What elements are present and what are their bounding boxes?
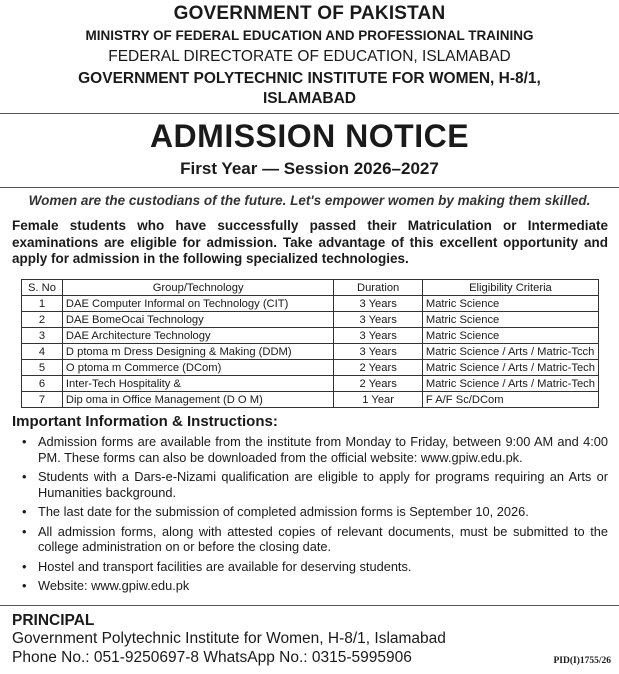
column-header-group: Group/Technology xyxy=(62,280,333,296)
bullet-icon: • xyxy=(22,469,27,484)
list-item xyxy=(12,434,608,465)
cell-group: DAE Architecture Technology xyxy=(62,328,333,344)
cell-sno: 6 xyxy=(22,376,63,392)
column-header-eligibility: Eligibility Criteria xyxy=(422,280,598,296)
publication-reference: PID(I)1755/26 xyxy=(553,656,611,666)
table-header-row xyxy=(22,280,599,296)
cell-group: O ptoma m Commerce (DCom) xyxy=(62,360,333,376)
notice-motto: Women are the custodians of the future. Let's empower women by making them skilled. xyxy=(28,193,591,208)
cell-eligibility: Matric Science / Arts / Matric-Tcch xyxy=(422,344,598,360)
table-row xyxy=(22,312,599,328)
table-row xyxy=(22,344,599,360)
info-text: Website: www.gpiw.edu.pk xyxy=(38,578,190,593)
column-header-duration: Duration xyxy=(334,280,423,296)
cell-sno: 1 xyxy=(22,296,63,312)
table-row xyxy=(22,376,599,392)
cell-duration: 2 Years xyxy=(334,360,423,376)
cell-sno: 2 xyxy=(22,312,63,328)
principal-address: Government Polytechnic Institute for Women, H-8/1, Islamabad xyxy=(12,630,446,647)
footer-divider xyxy=(0,605,619,606)
notice-title: ADMISSION NOTICE xyxy=(149,118,470,154)
info-text: The last date for the submission of completed admission forms is September 10, 2026. xyxy=(38,504,529,519)
info-text: All admission forms, along with attested copies of relevant documents, must be submitted to the college administration on or before the closing date. xyxy=(38,523,608,554)
programs-table xyxy=(21,279,599,408)
cell-duration: 3 Years xyxy=(334,312,423,328)
table-row xyxy=(22,328,599,344)
cell-group: DAE Computer Informal on Technology (CIT) xyxy=(62,296,333,312)
cell-sno: 4 xyxy=(22,344,63,360)
bullet-icon: • xyxy=(22,523,27,539)
principal-title: PRINCIPAL xyxy=(12,612,95,629)
cell-duration: 3 Years xyxy=(334,296,423,312)
list-item xyxy=(12,524,608,555)
cell-eligibility: Matric Science xyxy=(422,328,598,344)
cell-group: D ptoma m Dress Designing & Making (DDM) xyxy=(62,344,333,360)
notice-subtitle: First Year — Session 2026–2027 xyxy=(180,159,439,178)
contact-phone: Phone No.: 051-9250697-8 WhatsApp No.: 0315-5995906 xyxy=(12,649,412,666)
list-item xyxy=(12,504,608,520)
info-text: Admission forms are available from the institute from Monday to Friday, between 9:00 AM and 4:00 PM. These forms can also be downloaded from the official website: www.gpiw.edu.pk. xyxy=(38,434,608,465)
info-list xyxy=(12,434,608,598)
cell-eligibility: Matric Science xyxy=(422,296,598,312)
list-item xyxy=(12,578,608,594)
header-directorate: FEDERAL DIRECTORATE OF EDUCATION, ISLAMABAD xyxy=(108,48,511,65)
header-divider xyxy=(0,113,619,114)
cell-group: DAE BomeOcai Technology xyxy=(62,312,333,328)
info-text: Students with a Dars-e-Nizami qualification are eligible to apply for programs requiring an Arts or Humanities background. xyxy=(38,469,608,500)
cell-eligibility: Matric Science xyxy=(422,312,598,328)
list-item xyxy=(12,559,608,575)
bullet-icon: • xyxy=(22,434,27,449)
cell-duration: 3 Years xyxy=(334,344,423,360)
cell-group: Inter-Tech Hospitality & xyxy=(62,376,333,392)
header-ministry: MINISTRY OF FEDERAL EDUCATION AND PROFESSIONAL TRAINING xyxy=(85,28,534,43)
bullet-icon: • xyxy=(22,578,27,593)
info-heading: Important Information & Instructions: xyxy=(12,413,278,430)
bullet-icon: • xyxy=(22,558,27,574)
cell-eligibility: F A/F Sc/DCom xyxy=(422,392,598,408)
header-institute: GOVERNMENT POLYTECHNIC INSTITUTE FOR WOMEN, H-8/1, ISLAMABAD xyxy=(78,70,541,107)
table-row xyxy=(22,296,599,312)
title-divider xyxy=(0,187,619,188)
notice-intro: Female students who have successfully passed their Matriculation or Intermediate examinations are eligible for admission. Take advantage of this excellent opportunity and apply for admission in the following specialized technologies. xyxy=(12,218,608,266)
cell-eligibility: Matric Science / Arts / Matric-Tech xyxy=(422,360,598,376)
cell-sno: 3 xyxy=(22,328,63,344)
cell-duration: 3 Years xyxy=(334,328,423,344)
bullet-icon: • xyxy=(22,504,27,519)
cell-group: Dip oma in Office Management (D O M) xyxy=(62,392,333,408)
cell-duration: 2 Years xyxy=(334,376,423,392)
header-government: GOVERNMENT OF PAKISTAN xyxy=(173,3,446,24)
list-item xyxy=(12,469,608,500)
column-header-sno: S. No xyxy=(22,280,63,296)
table-row xyxy=(22,392,599,408)
info-text: Hostel and transport facilities are available for deserving students. xyxy=(38,558,412,574)
cell-sno: 7 xyxy=(22,392,63,408)
table-row xyxy=(22,360,599,376)
cell-duration: 1 Year xyxy=(334,392,423,408)
cell-sno: 5 xyxy=(22,360,63,376)
cell-eligibility: Matric Science / Arts / Matric-Tech xyxy=(422,376,598,392)
